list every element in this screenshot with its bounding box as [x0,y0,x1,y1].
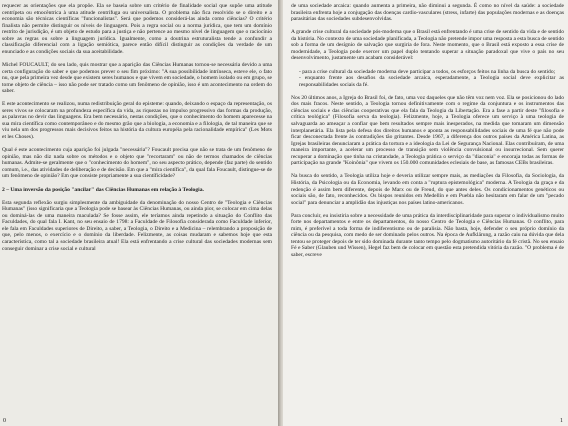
bullet-item: - para a crise cultural da sociedade moderna deve participar a todos, os esforços feitos na linha da busca do sentido; [299,68,556,75]
page-number: 1 [560,418,563,424]
section-heading: 2 – Uma inversão da posição "ancilar" das Ciências Humanas em relação à Teologia. [2,186,204,193]
paragraph: Nos 20 últimos anos, a Igreja do Brasil foi, de fato, uma voz daqueles que não têm voz nem voz. Ela se posicionou do lado dos mais fracos. Neste sentido, a Teologia tornou definitivamente com o regime da conjuntura e os instrumentos das ciências sociais e das ciências cooperativas que ela fala da Teologia da Libertação. Era a fase a partir deste "filosofia e crítica teológica" (Filosofia serva da teologia). Felizmente, hoje, a Teologia oferece um serviço à uma teologia de salvaguarda ao ameaçar a confiar que bem resultados sempre mais inesperados, na medida que tomaram um dimensão interplanetária. Ela lista pela defesa dos direitos humanos e aponta as responsabilidades sociais de uma fé que não pode ficar desconectada frente às contradições tão gritantes. Desde 1967, a diferença dos outros países da América Latina, as Igrejas brasileiras denunciaram a prática da tortura e a ideologia da Lei de Segurança Nacional. Elas contribuíram, de uma maneira importante, a acelerar um processo de transição sem violência convulsional ou insurrecional. Sem querer recuperar a dominação que tinha na cristandade, a Teologia prática o serviço da "diaconia" e encoraja todas as formas de participação na grande "Koinônia" que vivem os 150.000 comunidades eclesiais de base, as famosas CEBs brasileiras. [291,94,564,167]
paragraph: requecer as orientações que ela propôe. Ela se baseia sobre um critério de finalidade social que supõe uma atitude centrípeta ou etnocêntrica à uma atitude centrífuga ou universalista. O problema não fica resolvido se o direito e a economia são técnicas científicas "funcionalistas". Será que podemos considerá-las ainda como ciências? O critério finalista não permite distinguir os níveis de linguagem. Pois a regra social ou a norma jurídica, que tem um domínio restrito de jurisdição, é um objeto de estudo para a justiça e não pertence ao mesmo nível de linguagem que o raciocínio sobre as regras ou sobre a linguagem jurídica. Igualmente, como a doutrina estruturalista tende a confundir a classificação diferencial com a ligação semiótica, parece então difícil distinguir as condições da verdade de um enunciado e as condições sociais da sua aceitabilidade. [2,3,272,55]
paragraph: Qual é este acontecimento cuja aparição foi julgada "necessária"? Foucault precisa que não se trata de um fenômeno de opinião, mas não diz nada sobre os métodos e o objeto que "recortaram" ou não de termos chamados de ciências humanas. Admite-se geralmente que o "conhecimento do homem", no seu aspecto prático, depende (faz parte) do sentido comum, i.e., das atividades de deliberação e de decisão. Em que a "mira científica", da qual fala Foucault, distingue-se de um fenômeno de opinião? Em que consiste propriamente a sua científicidade? [2,147,272,180]
bullet-item: - enquanto frente aos desafios da sociedade arcaica, esperadamente, a Teologia social deve explicitar as responsabilidades sociais da fé. [299,75,564,88]
paragraph: de uma sociedade arcaica: quando aumenta a primeira, não diminui a segunda. É como no nível da saúde: a sociedade brasileira enfrenta hoje a conjugação das doenças cardio-vasculares (stress, infarte) das populações modernas e as doenças parasitárias das sociedades subdesenvolvidas. [291,3,564,23]
paragraph: E este acontecimento se realizou, numa redistribuição geral do episteme: quando, deixando o espaço da representação, os seres vivos se colocaram na profundeza específica da vida, as riquezas no impulso progressivo das formas da produção, as palavras no devir das linguagens. Era bem necessário, nestas condições, que o conhecimento do homem aparecesse na sua mira científica como contemporâneo e do mesmo grão que a biologia, a economia e a filologia, de tal maneira que se viu nela um dos progressos mais decisivos feitos na história da cultura européia pela racionalidade empírica" (Les Mots et les Choses). [2,101,272,141]
right-page [283,0,568,426]
paragraph: A grande crise cultural da sociedade pós-moderna que o Brasil está enfrentando é uma crise de sentido da vida e de sentido da história. No contexto de uma sociedade planificada, a Teologia não pretende impor uma resposta a esta busca de sentido sob a forma de um desígnio de salvação que surgiria de fora. Neste momento, que o Brasil está exposto a essa crise de modernidade, a Teologia pode exercer um papel duplo tentando superar a situação paradoxal que vive o país no seu desenvolvimento, justamente um acabam considerável: [291,29,564,62]
paragraph: Michel FOUCAULT, do seu lado, quis mostrar que a aparição das Ciências Humanas tornou-se necessária devido a uma certa configuração do saber e que podemos prever o seu fim próximo: "A sua possibilidade intrínseca, esteve ele, o fato nu, que pela primeira vez desde que existem seres humanos e que vivem em sociedade, o homem isolado ou em grupo, se torne objeto de ciência – isso não pode ser tratado como um fenômeno de opinião, isso é um acontecimento na ordem do saber. [2,61,272,95]
paragraph: Para concluir, eu insistiria sobre a necessidade de uma prática da interdisciplinaridade para superar o individualismo muito forte nos departamentos e entre os departamentos, do nosso Centro de Teologia e Ciências Humanas. O conflito, para mim, é preferível a toda forma de indiferentismo ou de paralisia. Não basta, hoje, defender o seu próprio domínio da ciência ou da pesquisa, com medo de ser dominado pelos outros. Na época de Aufklärung, a razão caiu na dúvida que dela tentou se proteger depois de ter sido dominada durante tanto tempo pelo dogmatismo autoritário da fé cristã. No seu ensaio Fé e Saber (Glauben und Wissen), Hegel faz bem de colocar em questão esta pretendida vitória da razão. "O problema é de saber, escreve [291,212,564,259]
paragraph: Na busca do sentido, a Teologia utiliza hoje e deveria utilizar sempre mais, as mediações da Filosofia, da Sociologia, da História, da Psicologia ou da Economia, levando em conta a "ruptura epistemológica" moderna. A Teologia da graça e da redenção é assim bem diferente, depois de Marx ou de Freud, do que antes deles. Os condicionamentos genéticos ou sociais são, de fato, reconhecidos. Os bispos reunidos em Medellín e em Puebla não hesitaram em falar de um "pecado social" para denunciar a amplidão das injustiças nos países latino-americanos. [291,173,564,206]
left-page [0,0,280,426]
page-number: 0 [3,418,6,424]
paragraph: Esta segunda reflexão surgiu simplesmente da ambiguidade da denominação do nosso Centro de "Teologia e Ciências Humanas" (isso significaria que a Teologia pode se basear às Ciências Humanas, ou ainda pior, se colocar em cima delas ou dominá-las de uma maneira maculada? Se fosse assim, ele teríamos ainda repetindo a situação do Conflito das Faculdades, do qual fala I. Kant, no seu ensaio de 1798: a Faculdade de Filosofia considerada como Faculdade inferior, ele fala em Faculdades superiores de Direito, a saber, a Teologia, o Direito e a Medicina – relembrando a proposição de que, pelo menos, o exercício e o domínio da liberdade. Felizmente, as coisas mudaram e sabemos hoje que esta característica, como tal a sociedade brasileira atual! Ela está enfrentando a crise cultural das sociedades modernas sem conseguir dominar a crise social e cultural [2,199,272,252]
